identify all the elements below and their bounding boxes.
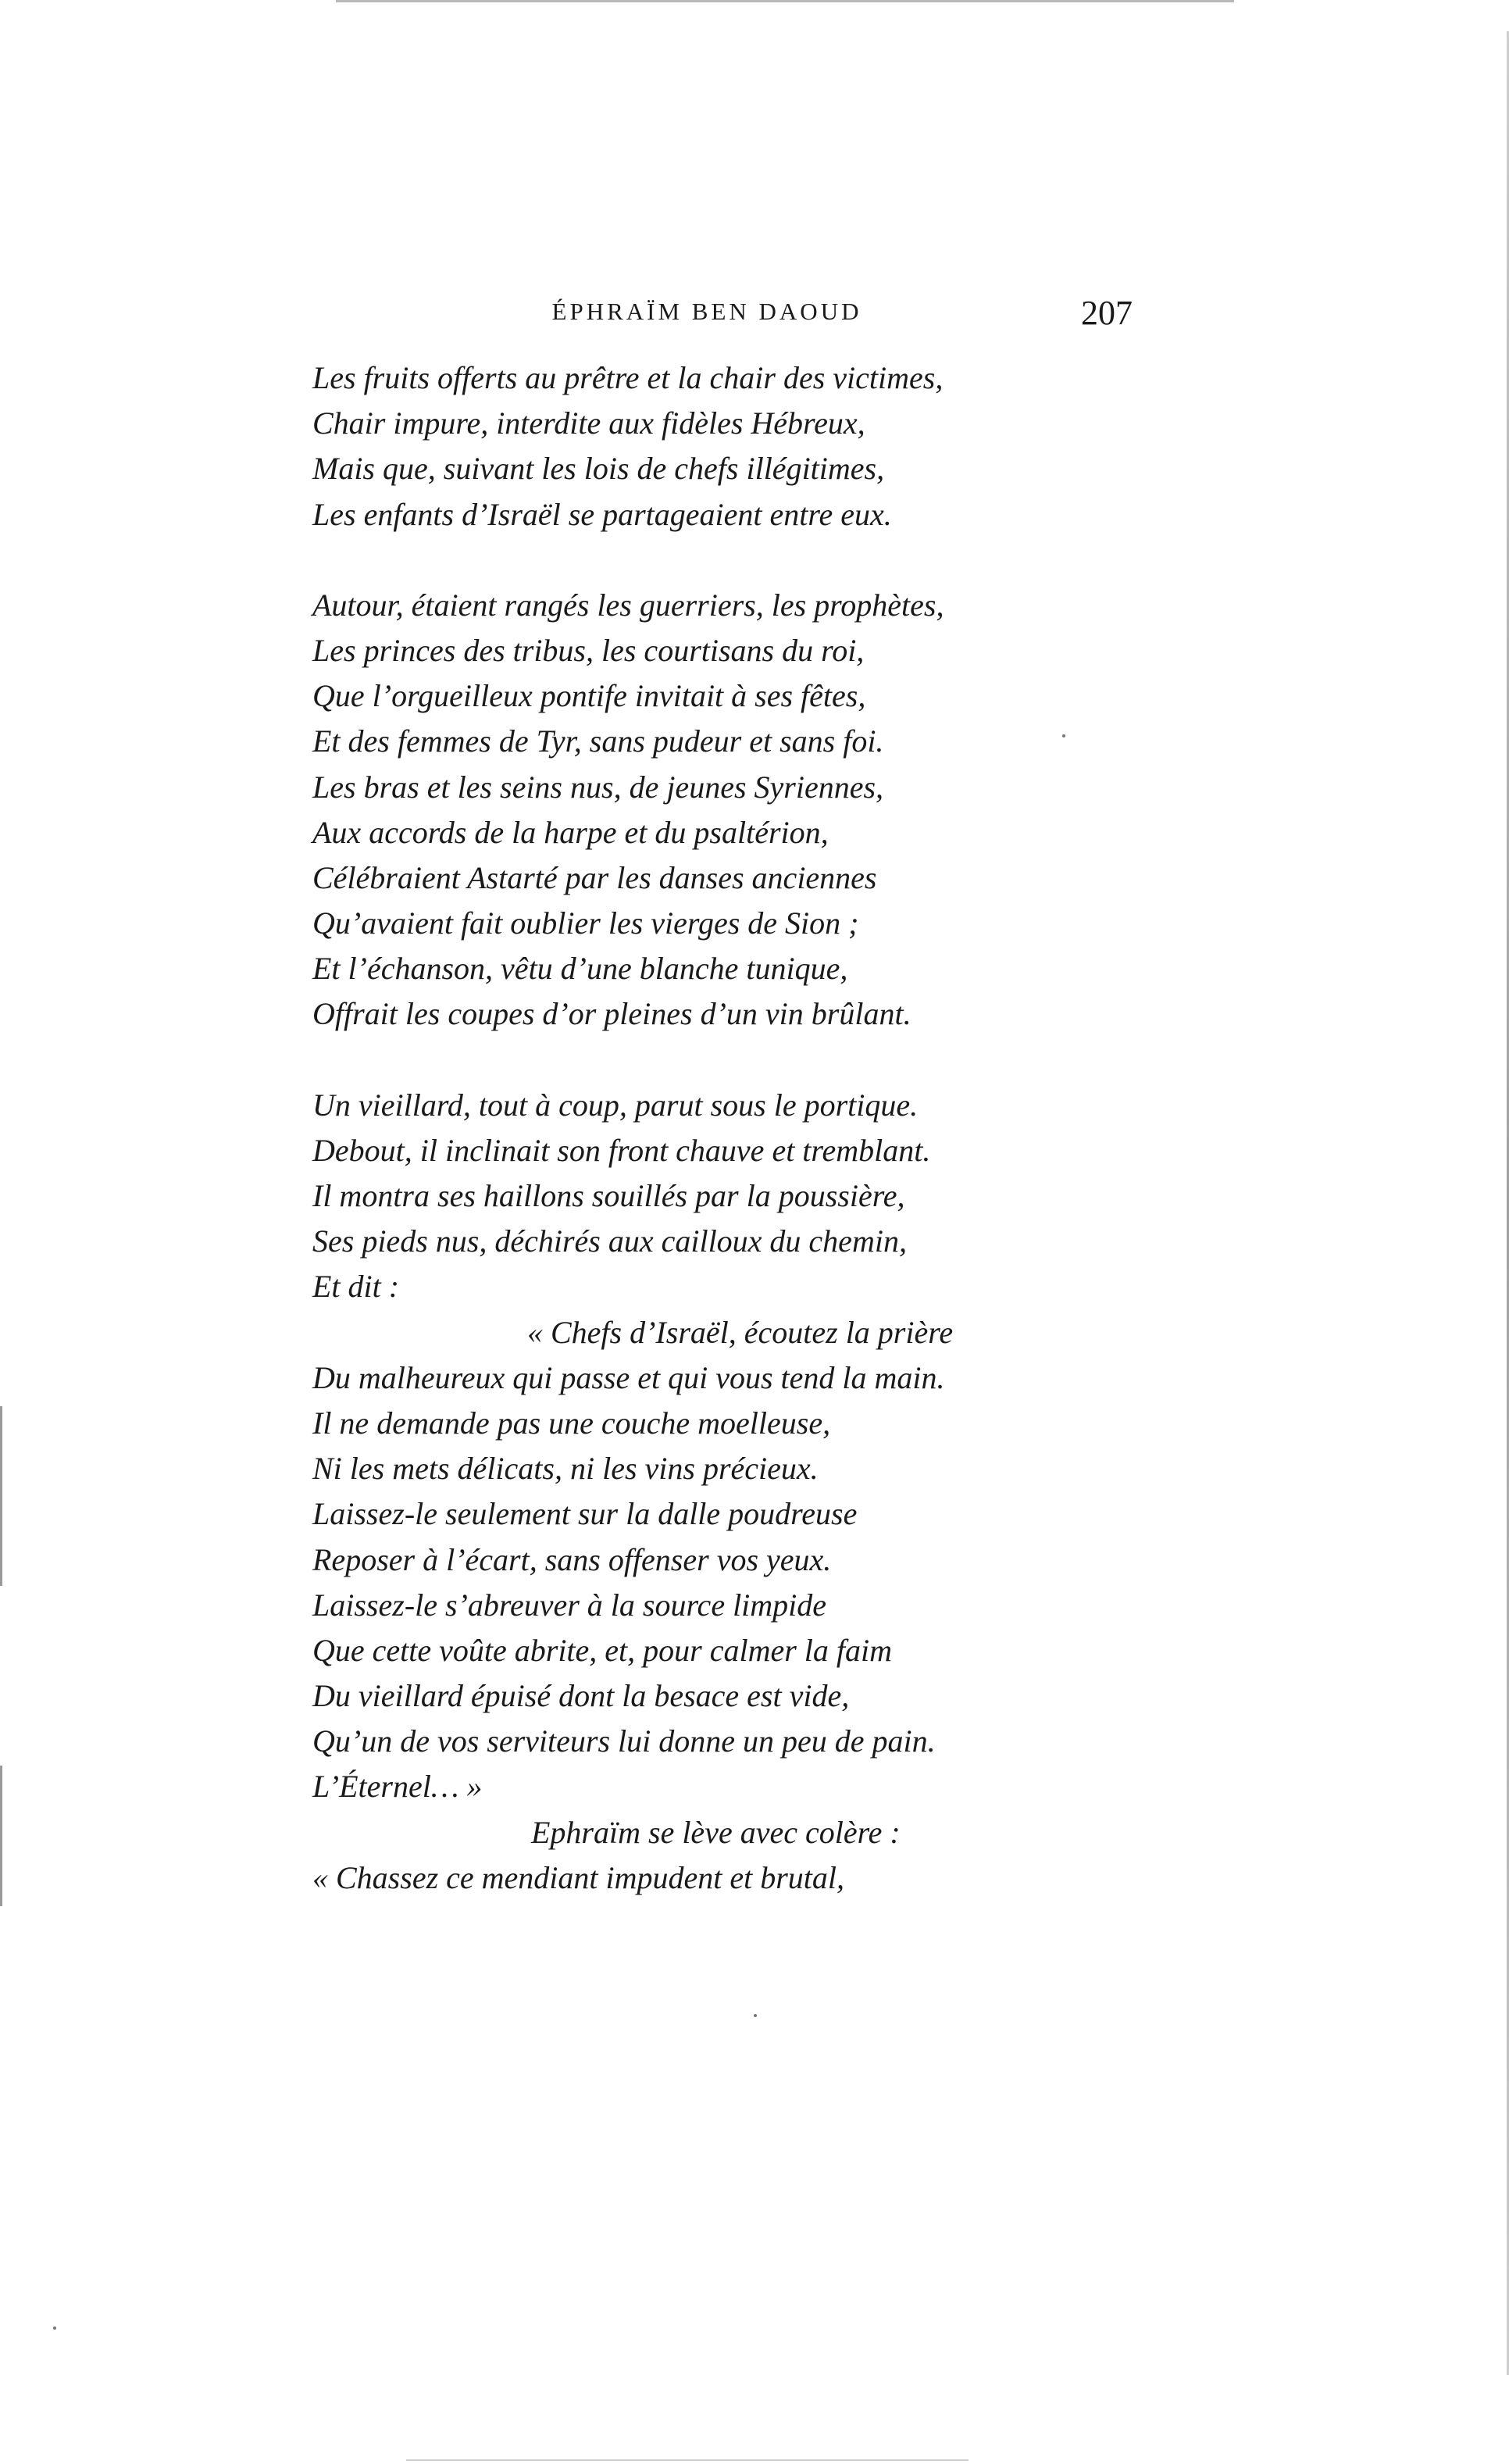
verse-line: Autour, étaient rangés les guerriers, les prophètes, (312, 587, 944, 623)
scan-margin-mark (0, 1766, 2, 1906)
verse-line: Ephraïm se lève avec colère : (531, 1814, 901, 1850)
verse-line: Du malheureux qui passe et qui vous tend la main. (312, 1359, 945, 1395)
verse-line: Que l’orgueilleux pontife invitait à ses fêtes, (312, 678, 866, 714)
verse-line: Qu’un de vos serviteurs lui donne un peu de pain. (312, 1723, 936, 1759)
verse-line: Les princes des tribus, les courtisans du roi, (312, 632, 865, 668)
verse-line: Debout, il inclinait son front chauve et tremblant. (312, 1132, 931, 1168)
verse-line: Chair impure, interdite aux fidèles Hébreux, (312, 405, 865, 441)
verse-line: Et dit : (312, 1269, 400, 1305)
running-head (312, 293, 1133, 334)
top-edge-rule (336, 0, 1234, 2)
verse-line: Il montra ses haillons souillés par la poussière, (312, 1178, 905, 1213)
verse-line: « Chefs d’Israël, écoutez la prière (527, 1314, 954, 1350)
verse-line: Laissez-le seulement sur la dalle poudreuse (312, 1496, 858, 1532)
running-title: ÉPHRAÏM BEN DAOUD (551, 298, 862, 325)
verse-line: Aux accords de la harpe et du psaltérion, (312, 814, 829, 850)
verse-line: Reposer à l’écart, sans offenser vos yeux. (312, 1541, 832, 1577)
scan-speck (754, 2014, 757, 2017)
verse-line: Célébraient Astarté par les danses anciennes (312, 859, 877, 895)
verse-line: Que cette voûte abrite, et, pour calmer la faim (312, 1632, 893, 1668)
verse-line: Et l’échanson, vêtu d’une blanche tunique, (312, 951, 848, 987)
verse-line: Et des femmes de Tyr, sans pudeur et sans foi. (312, 723, 884, 759)
scan-speck (1062, 734, 1065, 737)
verse-line: Les fruits offerts au prêtre et la chair des victimes, (312, 360, 944, 395)
verse-line: L’Éternel… » (312, 1769, 483, 1805)
verse-line: Les bras et les seins nus, de jeunes Syriennes, (312, 769, 884, 805)
verse-line: Qu’avaient fait oublier les vierges de Sion ; (312, 905, 859, 941)
verse-line: Offrait les coupes d’or pleines d’un vin brûlant. (312, 996, 911, 1032)
scan-margin-mark (0, 1406, 2, 1586)
verse-line: Laissez-le s’abreuver à la source limpide (312, 1587, 827, 1623)
verse-line: Les enfants d’Israël se partageaient entre eux. (312, 496, 892, 532)
scan-speck (53, 2327, 56, 2330)
bottom-edge-rule (406, 2459, 969, 2461)
verse-line: Du vieillard épuisé dont la besace est vide, (312, 1678, 850, 1714)
verse-line: Un vieillard, tout à coup, parut sous le portique. (312, 1087, 919, 1123)
poem-body (312, 355, 1250, 1901)
verse-line: Mais que, suivant les lois de chefs illégitimes, (312, 451, 885, 487)
verse-line: Il ne demande pas une couche moelleuse, (312, 1405, 831, 1441)
verse-line: « Chassez ce mendiant impudent et brutal, (312, 1859, 845, 1895)
verse-line: Ses pieds nus, déchirés aux cailloux du chemin, (312, 1223, 907, 1259)
page-number: 207 (1081, 294, 1133, 332)
verse-line: Ni les mets délicats, ni les vins précieux. (312, 1451, 819, 1487)
